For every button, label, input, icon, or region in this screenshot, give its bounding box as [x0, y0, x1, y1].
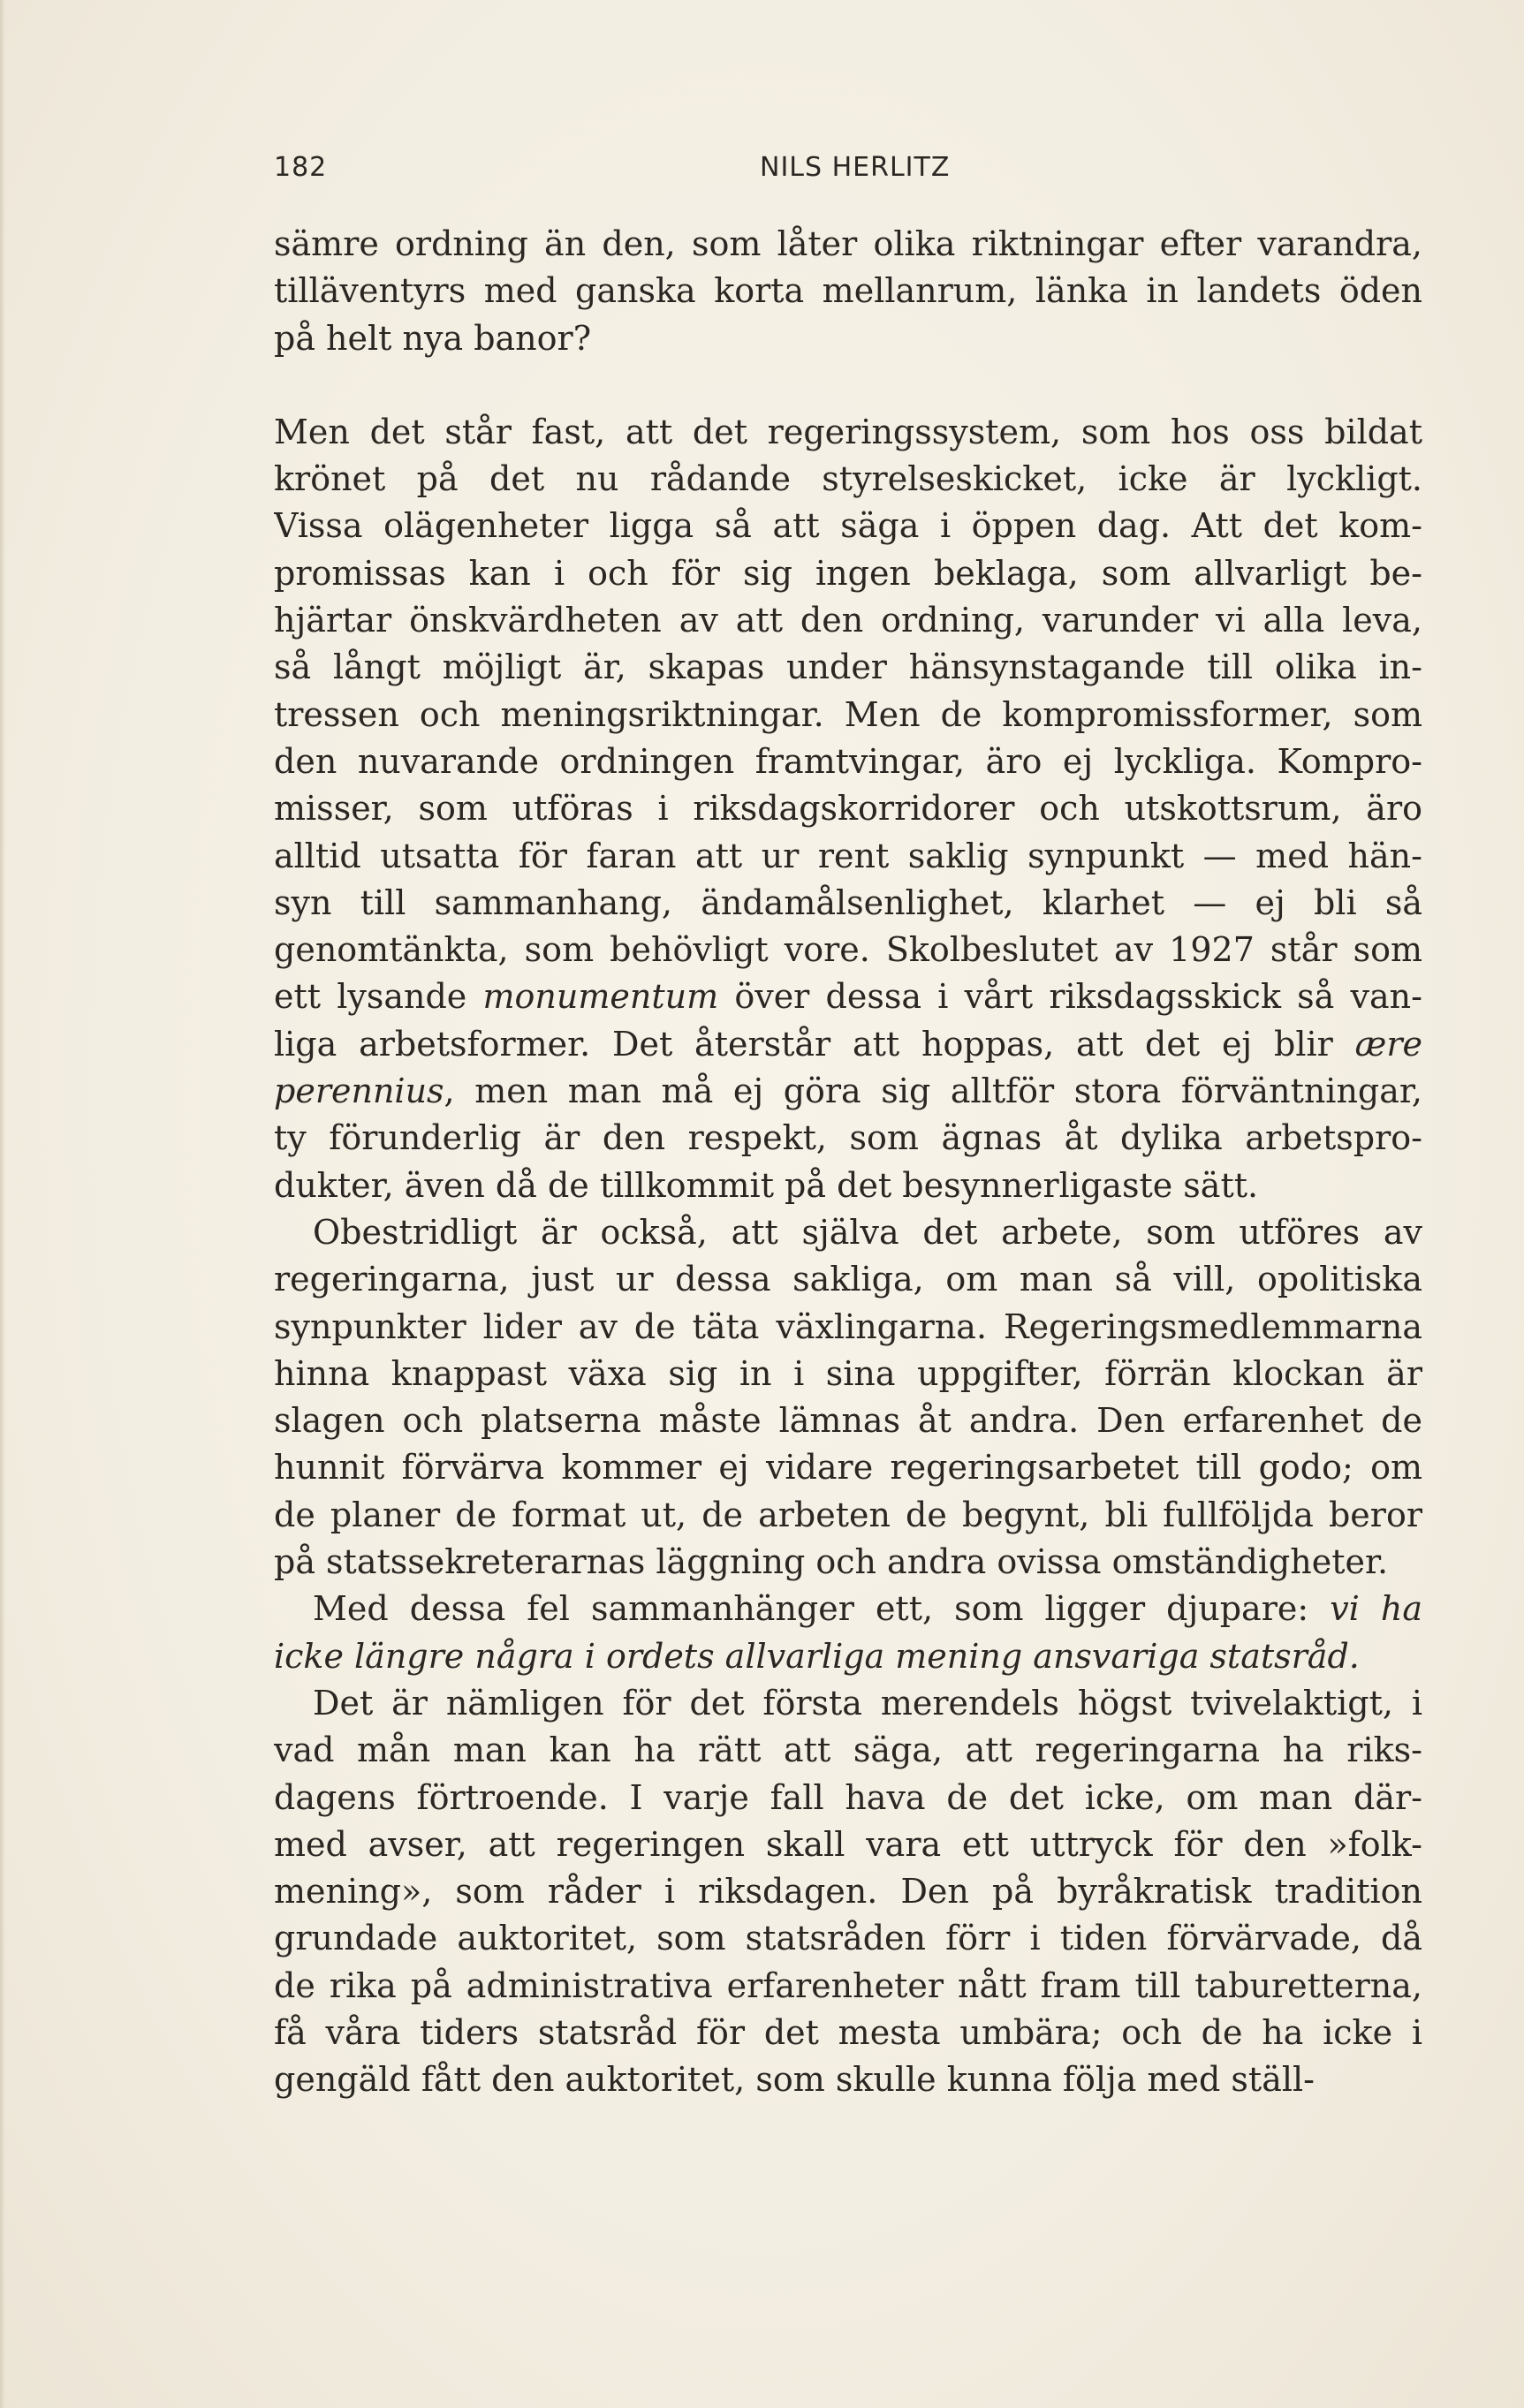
text-line — [274, 1068, 1422, 1115]
text-segment: med avser, att regeringen skall vara ett uttryck för den »folk- — [274, 1824, 1422, 1864]
text-segment: synpunkter lider av de täta växlingarna. Regeringsmedlemmarna — [274, 1306, 1422, 1346]
text-segment: Det är nämligen för det första merendels högst tvivelaktigt, i — [313, 1683, 1422, 1723]
text-segment: mening», som råder i riksdagen. Den på byråkratisk tradition — [274, 1872, 1422, 1912]
italic-text: vi ha — [1330, 1589, 1422, 1629]
paragraph-gap — [274, 362, 1422, 409]
text-line — [274, 785, 1422, 832]
text-line — [274, 692, 1422, 738]
text-segment: hinna knappast växa sig in i sina uppgifter, förrän klockan är — [274, 1353, 1422, 1393]
text-segment: promissas kan i och för sig ingen beklaga, som allvarligt be- — [274, 553, 1422, 593]
text-line — [274, 1397, 1422, 1444]
text-line — [274, 315, 1422, 362]
page-header — [274, 152, 1422, 193]
text-segment: liga arbetsformer. Det återstår att hoppas, att det ej blir — [274, 1024, 1355, 1064]
text-segment: dagens förtroende. I varje fall hava de det icke, om man där- — [274, 1777, 1422, 1817]
text-segment: , men man må ej göra sig alltför stora förväntningar, — [444, 1071, 1422, 1111]
text-line — [274, 2056, 1422, 2103]
text-segment: grundade auktoritet, som statsråden förr i tiden förvärvade, då — [274, 1919, 1422, 1958]
text-segment: de planer de format ut, de arbeten de begynt, bli fullföljda beror — [274, 1495, 1422, 1534]
text-segment: Med dessa fel sammanhänger ett, som ligger djupare: — [313, 1589, 1331, 1629]
italic-text: monumentum — [482, 977, 719, 1017]
text-line — [274, 268, 1422, 314]
text-line — [274, 2010, 1422, 2056]
paragraph — [274, 1209, 1422, 1586]
page-edge-shadow — [0, 0, 5, 2408]
text-segment: de rika på administrativa erfarenheter nått fram till taburetterna, — [274, 1965, 1422, 2005]
text-line — [274, 880, 1422, 927]
text-line — [274, 1821, 1422, 1868]
text-segment: slagen och platserna måste lämnas åt andra. Den erfarenhet de — [274, 1401, 1422, 1441]
text-line — [274, 1963, 1422, 2010]
text-line — [274, 1492, 1422, 1539]
text-line — [274, 409, 1422, 456]
italic-text: ære — [1354, 1024, 1422, 1064]
page-number: 182 — [274, 152, 328, 183]
text-segment: tressen och meningsriktningar. Men de kompromissformer, som — [274, 694, 1422, 734]
text-segment: Men det står fast, att det regeringssystem, som hos oss bildat — [274, 412, 1422, 451]
text-segment: tilläventyrs med ganska korta mellanrum, länka in landets öden — [274, 271, 1422, 311]
text-line — [274, 1539, 1422, 1586]
paragraph — [274, 221, 1422, 362]
text-line — [274, 550, 1422, 597]
italic-text: perennius — [274, 1071, 444, 1111]
body-text — [274, 221, 1422, 2104]
text-segment: få våra tiders statsråd för det mesta umbära; och de ha icke i — [274, 2012, 1422, 2052]
text-segment: vad mån man kan ha rätt att säga, att regeringarna ha riks- — [274, 1730, 1422, 1770]
text-segment: krönet på det nu rådande styrelseskicket, icke är lyckligt. — [274, 459, 1422, 499]
text-line — [274, 927, 1422, 973]
text-line — [274, 1021, 1422, 1068]
text-line — [274, 1304, 1422, 1351]
text-line — [274, 1256, 1422, 1303]
text-line — [274, 1633, 1422, 1680]
text-line — [274, 1162, 1422, 1209]
text-segment: genomtänkta, som behövligt vore. Skolbeslutet av 1927 står som — [274, 930, 1422, 970]
text-line — [274, 1680, 1422, 1727]
text-line — [274, 1727, 1422, 1774]
text-segment: hunnit förvärva kommer ej vidare regeringsarbetet till godo; om — [274, 1448, 1422, 1488]
text-line — [274, 1115, 1422, 1162]
text-segment: gengäld fått den auktoritet, som skulle kunna följa med ställ- — [274, 2060, 1315, 2100]
text-line — [274, 503, 1422, 549]
text-line — [274, 1351, 1422, 1397]
text-segment: alltid utsatta för faran att ur rent saklig synpunkt — med hän- — [274, 836, 1422, 875]
paragraph — [274, 1586, 1422, 1680]
text-segment: den nuvarande ordningen framtvingar, äro ej lyckliga. Kompro- — [274, 741, 1422, 781]
text-segment: hjärtar önskvärdheten av att den ordning, varunder vi alla leva, — [274, 601, 1422, 640]
italic-text: icke längre några i ordets allvarliga mening ansvariga statsråd. — [274, 1636, 1360, 1676]
running-head: NILS HERLITZ — [760, 152, 951, 183]
paragraph — [274, 409, 1422, 1209]
text-segment: Obestridligt är också, att själva det arbete, som utföres av — [313, 1212, 1422, 1252]
text-line — [274, 1868, 1422, 1915]
text-segment: regeringarna, just ur dessa sakliga, om man så vill, opolitiska — [274, 1260, 1422, 1299]
text-line — [274, 833, 1422, 880]
text-segment: Vissa olägenheter ligga så att säga i öppen dag. Att det kom- — [274, 506, 1422, 546]
text-line — [274, 1444, 1422, 1491]
text-line — [274, 221, 1422, 268]
text-line — [274, 1209, 1422, 1256]
text-segment: dukter, även då de tillkommit på det besynnerligaste sätt. — [274, 1165, 1259, 1205]
text-line — [274, 1775, 1422, 1821]
text-segment: ty förunderlig är den respekt, som ägnas åt dylika arbetspro- — [274, 1118, 1422, 1158]
paragraph — [274, 1680, 1422, 2104]
text-line — [274, 1915, 1422, 1962]
text-line — [274, 738, 1422, 785]
text-segment: på statssekreterarnas läggning och andra ovissa omständigheter. — [274, 1542, 1389, 1582]
text-line — [274, 1586, 1422, 1632]
text-line — [274, 597, 1422, 644]
text-segment: på helt nya banor? — [274, 318, 592, 358]
text-segment: så långt möjligt är, skapas under hänsynstagande till olika in- — [274, 647, 1422, 687]
text-segment: ett lysande — [274, 977, 483, 1017]
text-segment: över dessa i vårt riksdagsskick så van- — [718, 977, 1422, 1017]
text-line — [274, 456, 1422, 503]
text-segment: sämre ordning än den, som låter olika riktningar efter varandra, — [274, 224, 1422, 263]
text-line — [274, 644, 1422, 691]
text-segment: syn till sammanhang, ändamålsenlighet, klarhet — ej bli så — [274, 882, 1422, 922]
text-segment: misser, som utföras i riksdagskorridorer och utskottsrum, äro — [274, 789, 1422, 829]
text-line — [274, 973, 1422, 1020]
